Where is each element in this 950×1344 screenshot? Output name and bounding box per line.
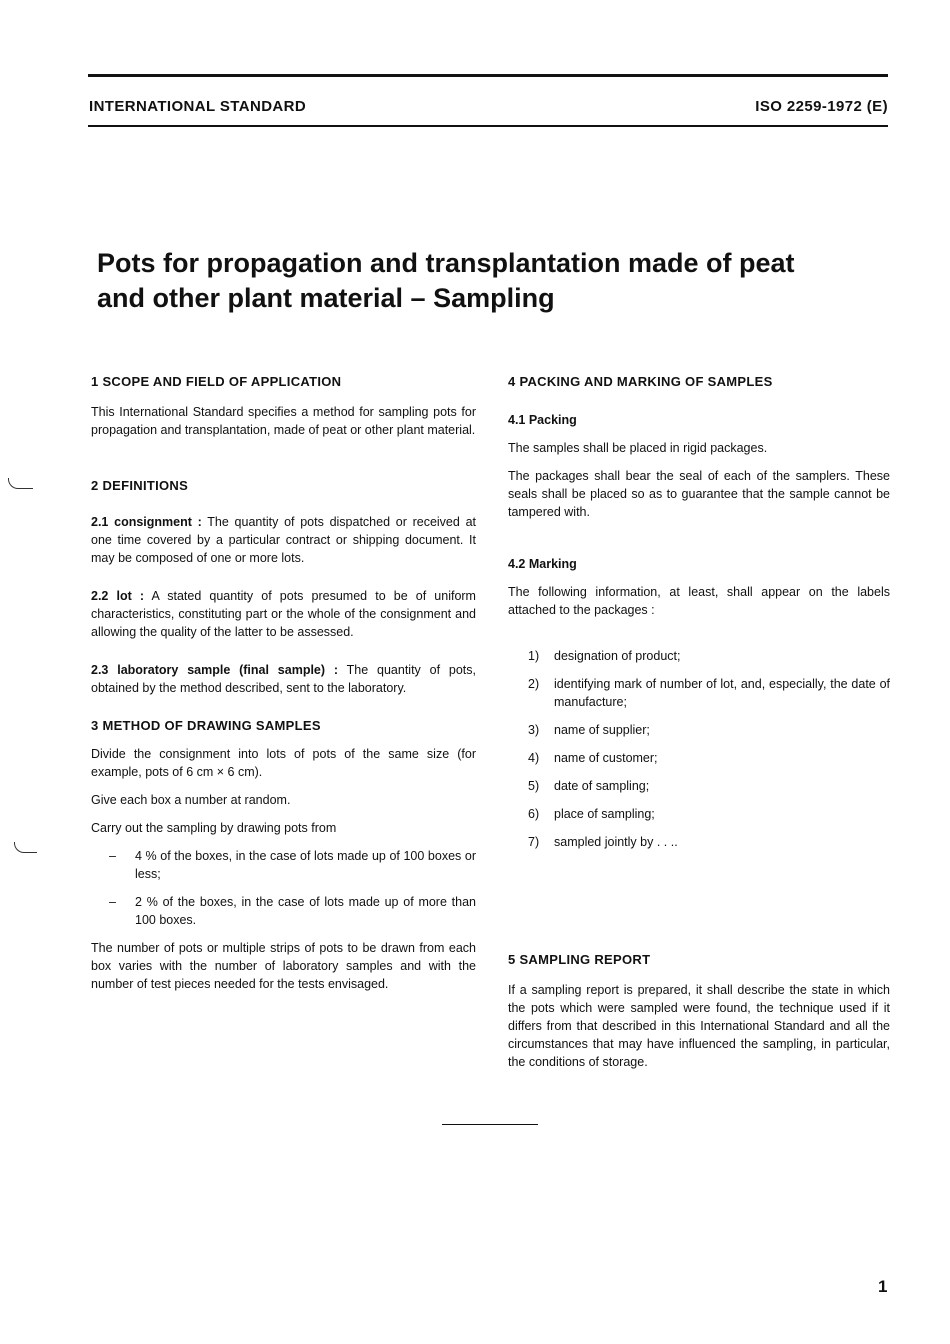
subsection-4-2-heading: 4.2 Marking <box>508 557 577 571</box>
list-item <box>508 749 890 767</box>
list-item <box>508 675 890 711</box>
list-item-text: date of sampling; <box>554 779 650 793</box>
top-rule <box>88 74 888 77</box>
list-item-number: 5) <box>528 779 540 793</box>
list-item-number: 7) <box>528 835 540 849</box>
section-3-para-2: Give each box a number at random. <box>91 793 291 807</box>
dash-marker: – <box>109 895 116 909</box>
margin-mark <box>8 478 33 489</box>
section-4-heading: 4 PACKING AND MARKING OF SAMPLES <box>508 374 773 389</box>
definition-consignment <box>91 513 476 567</box>
page-number: 1 <box>878 1277 888 1296</box>
list-item-text: 2 % of the boxes, in the case of lots made up of more than 100 boxes. <box>135 895 476 927</box>
section-1-text: This International Standard specifies a method for sampling pots for propagation and transplantation, made of peat or other plant material. <box>91 405 476 437</box>
definition-number: 2.3 <box>91 663 109 677</box>
packing-para-2: The packages shall bear the seal of each of the samplers. These seals shall be placed so as to guarantee that the sample cannot be tampered with. <box>508 469 890 519</box>
list-item-text: 4 % of the boxes, in the case of lots made up of 100 boxes or less; <box>135 849 476 881</box>
document-title <box>97 246 877 316</box>
definition-number: 2.2 <box>91 589 109 603</box>
left-column <box>91 373 476 993</box>
header-rule <box>88 125 888 127</box>
definition-laboratory-sample <box>91 661 476 697</box>
list-item-text: name of supplier; <box>554 723 650 737</box>
list-item-number: 1) <box>528 649 540 663</box>
marking-list <box>508 647 890 851</box>
definition-text: A stated quantity of pots presumed to be of uniform characteristics, constituting part or the whole of the consignment and allowing the quality of the latter to be assessed. <box>91 589 476 639</box>
definition-term: lot : <box>116 589 145 603</box>
list-item-text: designation of product; <box>554 649 681 663</box>
packing-para-1: The samples shall be placed in rigid packages. <box>508 441 768 455</box>
header-left: INTERNATIONAL STANDARD <box>89 98 307 115</box>
header-right: ISO 2259-1972 (E) <box>755 98 888 115</box>
section-5-text: If a sampling report is prepared, it shall describe the state in which the pots which were sampled were found, the technique used if it differs from that described in this International Standard and all the circumstances that may have influenced the sampling, in particular, the conditions of storage. <box>508 983 890 1069</box>
section-1-heading: 1 SCOPE AND FIELD OF APPLICATION <box>91 374 342 389</box>
section-2-heading: 2 DEFINITIONS <box>91 478 189 493</box>
list-item <box>508 721 890 739</box>
title-line-2: and other plant material – Sampling <box>97 283 555 313</box>
list-item <box>91 847 476 883</box>
list-item-number: 6) <box>528 807 540 821</box>
list-item <box>91 893 476 929</box>
list-item-number: 4) <box>528 751 540 765</box>
list-item <box>508 647 890 665</box>
margin-mark <box>14 842 37 853</box>
section-3-heading: 3 METHOD OF DRAWING SAMPLES <box>91 718 321 733</box>
definition-text: The quantity of pots, obtained by the method described, sent to the laboratory. <box>91 663 477 695</box>
definition-lot <box>91 587 476 641</box>
list-item-text: name of customer; <box>554 751 658 765</box>
list-item-text: place of sampling; <box>554 807 655 821</box>
dash-marker: – <box>109 849 116 863</box>
section-3-para-1: Divide the consignment into lots of pots of the same size (for example, pots of 6 cm × 6 cm). <box>91 747 476 779</box>
list-item-number: 2) <box>528 677 540 691</box>
subsection-4-1-heading: 4.1 Packing <box>508 413 577 427</box>
list-item-text: sampled jointly by . . .. <box>554 835 678 849</box>
list-item <box>508 833 890 851</box>
section-3-para-3: Carry out the sampling by drawing pots from <box>91 821 337 835</box>
list-item <box>508 777 890 795</box>
section-5-heading: 5 SAMPLING REPORT <box>508 952 651 967</box>
title-line-1: Pots for propagation and transplantation made of peat <box>97 248 795 278</box>
end-separator <box>442 1124 538 1125</box>
list-item-number: 3) <box>528 723 540 737</box>
definition-text: The quantity of pots dispatched or received at one time covered by a particular contract or shipping document. It may be composed of one or more lots. <box>91 515 476 565</box>
definition-number: 2.1 <box>91 515 109 529</box>
marking-para-1: The following information, at least, shall appear on the labels attached to the packages : <box>508 585 890 617</box>
list-item <box>508 805 890 823</box>
definition-term: laboratory sample (final sample) : <box>117 663 339 677</box>
section-3-para-4: The number of pots or multiple strips of pots to be drawn from each box varies with the number of laboratory samples and with the number of test pieces needed for the tests envisaged. <box>91 941 476 991</box>
list-item-text: identifying mark of number of lot, and, especially, the date of manufacture; <box>554 677 890 709</box>
right-column <box>508 373 890 1071</box>
definition-term: consignment : <box>114 515 202 529</box>
